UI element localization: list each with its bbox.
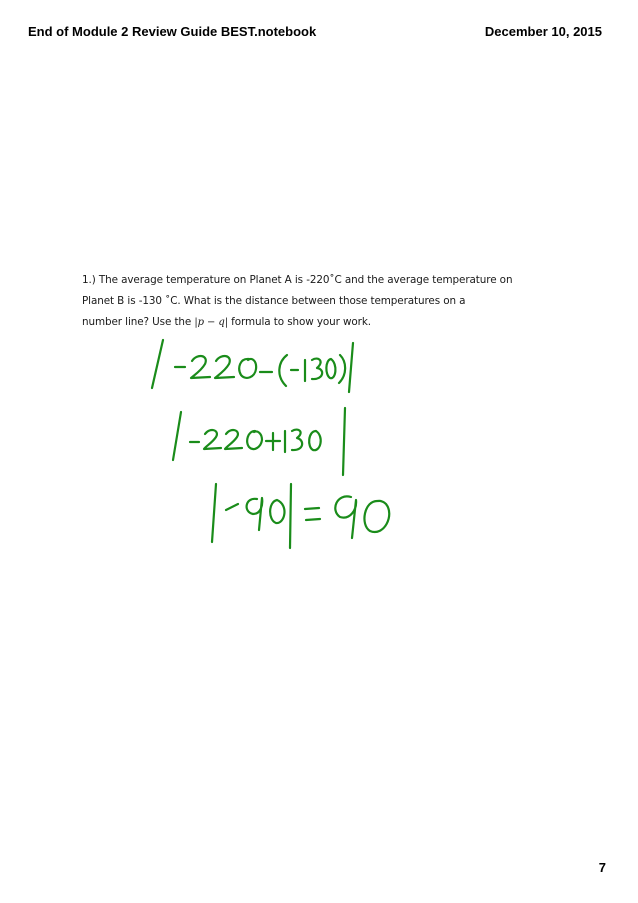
work-step-1 <box>152 340 353 392</box>
question-line-3-start: number line? Use the <box>82 316 195 328</box>
document-date: December 10, 2015 <box>484 24 602 39</box>
question-line-2: Planet B is -130 ˚C. What is the distance between those temperatures on a <box>82 295 466 307</box>
distance-formula: |p − q| <box>194 317 228 328</box>
work-step-3 <box>212 484 389 548</box>
page-number: 7 <box>598 860 606 875</box>
document-title: End of Module 2 Review Guide BEST.notebook <box>28 24 317 39</box>
question-line-1: 1.) The average temperature on Planet A is -220˚C and the average temperature on <box>82 274 513 286</box>
question-line-3-end: formula to show your work. <box>227 316 371 328</box>
work-step-2 <box>173 408 345 475</box>
